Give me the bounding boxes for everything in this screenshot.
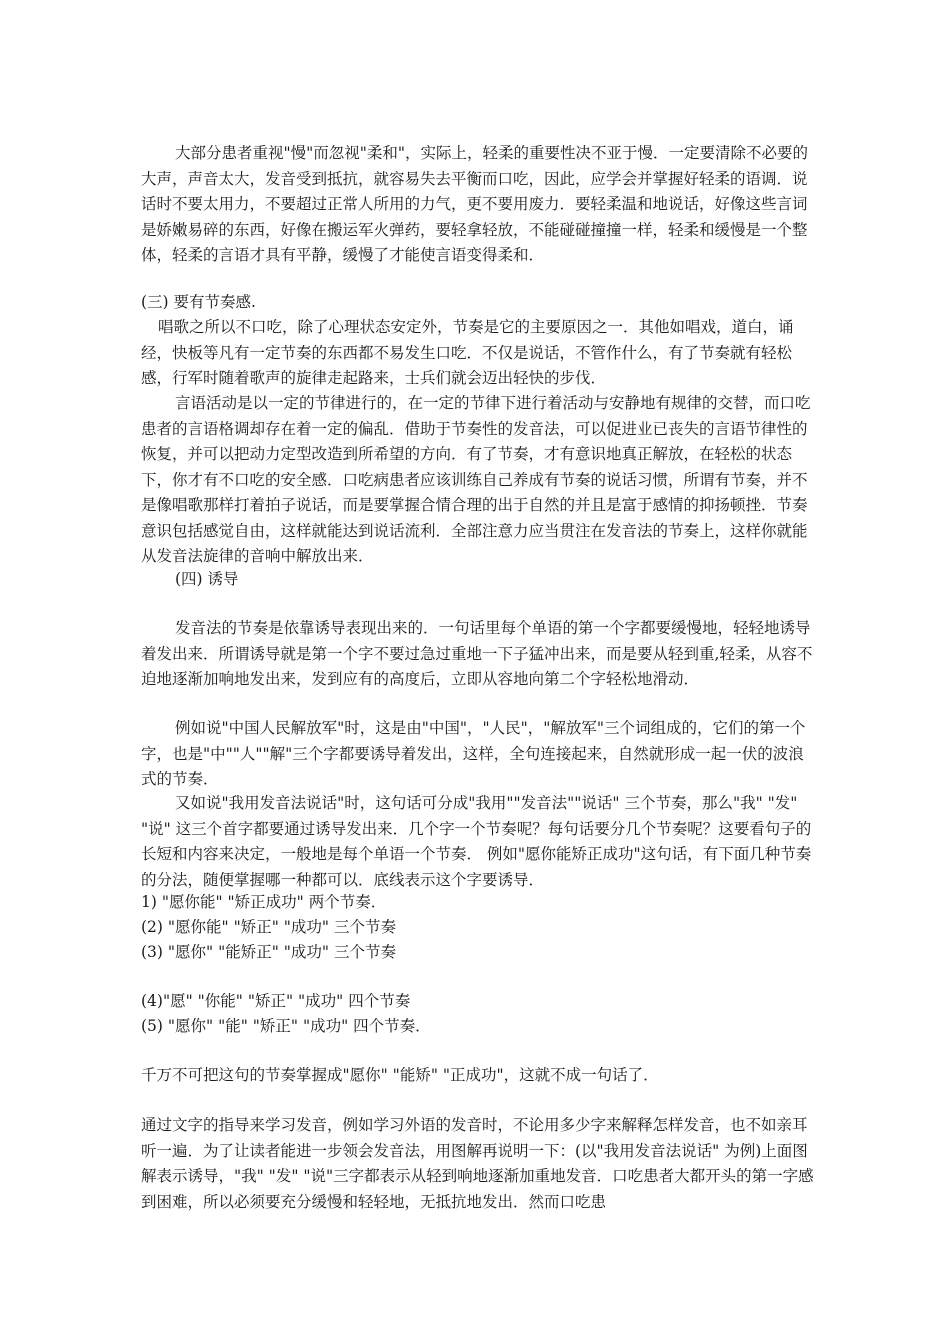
section-heading-rhythm: (三) 要有节奏感. bbox=[141, 293, 256, 311]
paragraph-warning: 千万不可把这句的节奏掌握成"愿你" "能矫" "正成功"，这就不成一句话了． bbox=[141, 1066, 659, 1084]
list-item: (3) "愿你" "能矫正" "成功" 三个节奏 bbox=[141, 943, 396, 961]
list-item: (4)"愿" "你能" "矫正" "成功" 四个节奏 bbox=[141, 992, 411, 1010]
paragraph-example-speak: 又如说"我用发音法说话"时，这句话可分成"我用""发音法""说话" 三个节奏，那么"我" "发" "说" 这三个首字都要通过诱导发出来．几个字一个节奏呢？每句话要分几个节奏呢？这要看句子的长短和内容来决定，一般地是每个单语一个节奏． 例如"愿你能矫正成功"这句话，有下面几种节奏的分法，随便掌握哪一种都可以．底线表示这个字要诱导． bbox=[141, 794, 812, 889]
paragraph-example-army: 例如说"中国人民解放军"时，这是由"中国"，"人民"，"解放军"三个词组成的，它们的第一个字，也是"中""人""解"三个字都要诱导着发出，这样，全句连接起来，自然就形成一起一伏的波浪式的节奏． bbox=[141, 719, 806, 788]
paragraph-speech-rhythm: 言语活动是以一定的节律进行的，在一定的节律下进行着活动与安静地有规律的交替，而口吃患者的言语格调却存在着一定的偏乱．借助于节奏性的发音法，可以促进业已丧失的言语节律性的恢复，并可以把动力定型改造到所希望的方向．有了节奏，才有意识地真正解放，在轻松的状态下，你才有不口吃的安全感．口吃病患者应该训练自己养成有节奏的说话习惯，所谓有节奏，并不是像唱歌那样打着拍子说话，而是要掌握合情合理的出于自然的并且是富于感情的抑扬顿挫．节奏意识包括感觉自由，这样就能达到说话流利．全部注意力应当贯注在发音法的节奏上，这样你就能从发音法旋律的音响中解放出来． bbox=[141, 394, 811, 565]
paragraph-singing: 唱歌之所以不口吃，除了心理状态安定外，节奏是它的主要原因之一．其他如唱戏，道白，诵经，快板等凡有一定节奏的东西都不易发生口吃．不仅是说话，不管作什么，有了节奏就有轻松感，行军时随着歌声的旋律走起路来，士兵们就会迈出轻快的步伐． bbox=[141, 318, 794, 387]
paragraph-softness: 大部分患者重视"慢"而忽视"柔和"，实际上，轻柔的重要性决不亚于慢．一定要清除不必要的大声，声音太大，发音受到抵抗，就容易失去平衡而口吃，因此，应学会并掌握好轻柔的语调．说话时不要太用力，不要超过正常人所用的力气，更不要用废力．要轻柔温和地说话，好像这些言词是娇嫩易碎的东西，好像在搬运军火弹药，要轻拿轻放，不能碰碰撞撞一样，轻柔和缓慢是一个整体，轻柔的言语才具有平静，缓慢了才能使言语变得柔和． bbox=[141, 144, 809, 264]
paragraph-induction: 发音法的节奏是依靠诱导表现出来的．一句话里每个单语的第一个字都要缓慢地，轻轻地诱导着发出来．所谓诱导就是第一个字不要过急过重地一下子猛冲出来，而是要从轻到重,轻柔，从容不迫地逐渐加响地发出来，发到应有的高度后，立即从容地向第二个字轻松地滑动． bbox=[141, 619, 813, 688]
paragraph-text-guidance: 通过文字的指导来学习发音，例如学习外语的发音时，不论用多少字来解释怎样发音，也不如亲耳听一遍．为了让读者能进一步领会发音法，用图解再说明一下：(以"我用发音法说话" 为例)上面图解表示诱导，"我" "发" "说"三字都表示从轻到响地逐渐加重地发音．口吃患者大都开头的第一字感到困难，所以必须要充分缓慢和轻轻地，无抵抗地发出．然而口吃患 bbox=[141, 1116, 814, 1211]
section-heading-induction: (四) 诱导 bbox=[175, 570, 239, 588]
list-item: (2) "愿你能" "矫正" "成功" 三个节奏 bbox=[141, 918, 396, 936]
list-item: (5) "愿你" "能" "矫正" "成功" 四个节奏． bbox=[141, 1017, 431, 1035]
list-item: 1) "愿你能" "矫正成功" 两个节奏． bbox=[141, 893, 387, 911]
